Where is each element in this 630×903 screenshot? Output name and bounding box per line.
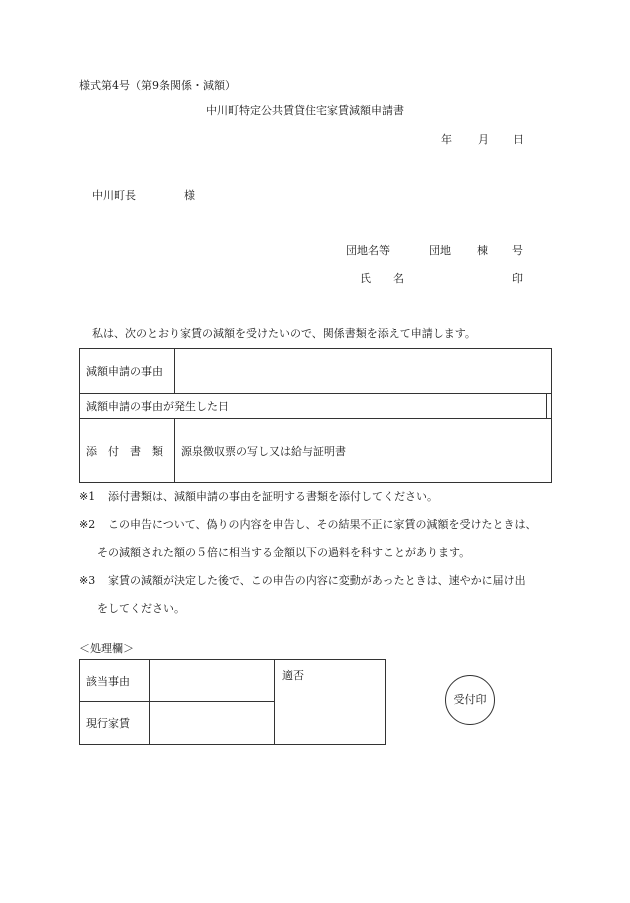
current-rent-field[interactable] xyxy=(150,702,275,745)
approval-cell[interactable] xyxy=(275,660,386,745)
complex-name-label: 団地名等 xyxy=(346,244,390,257)
date-month: 月 xyxy=(478,133,489,146)
attachments-value: 源泉徴収票の写し又は給与証明書 xyxy=(175,419,552,483)
current-rent-label: 現行家賃 xyxy=(80,702,150,745)
note-3-text: 家賃の減額が決定した後で、この申告の内容に変動があったときは、速やかに届け出 xyxy=(108,574,526,587)
processing-table xyxy=(79,659,386,745)
complex-suffix: 団地 xyxy=(429,244,451,257)
applicable-reason-label: 該当事由 xyxy=(80,660,150,702)
addressee-honorific: 様 xyxy=(184,189,195,202)
attachments-label: 添 付 書 類 xyxy=(80,419,175,483)
note-3-continued: をしてください。 xyxy=(97,602,185,615)
date-year: 年 xyxy=(441,133,452,146)
date-day: 日 xyxy=(513,133,524,146)
occurred-date-field[interactable] xyxy=(546,394,551,419)
note-2-text: この申告について、偽りの内容を申告し、その結果不正に家賃の減額を受けたときは、 xyxy=(108,518,537,531)
number-suffix: 号 xyxy=(512,244,523,257)
note-2-continued: その減額された額の５倍に相当する金額以下の過料を科すことがあります。 xyxy=(97,546,471,559)
note-1-text: 添付書類は、減額申請の事由を証明する書類を添付してください。 xyxy=(108,490,438,503)
reason-label: 減額申請の事由 xyxy=(80,349,175,394)
application-table xyxy=(79,348,552,483)
occurred-date-label: 減額申請の事由が発生した日 xyxy=(80,394,547,419)
building-suffix: 棟 xyxy=(477,244,488,257)
note-3-mark: ※3 xyxy=(79,574,96,587)
note-2-mark: ※2 xyxy=(79,518,96,531)
reception-stamp-circle xyxy=(445,675,495,725)
processing-heading: ＜処理欄＞ xyxy=(79,642,134,655)
reception-stamp-label: 受付印 xyxy=(453,693,487,706)
seal-label: 印 xyxy=(512,272,523,285)
addressee-name: 中川町長 xyxy=(92,189,136,202)
note-1-mark: ※1 xyxy=(79,490,96,503)
form-number: 様式第4号（第9条関係・減額） xyxy=(79,79,236,92)
document-title: 中川町特定公共賃貸住宅家賃減額申請書 xyxy=(206,104,404,117)
reason-field[interactable] xyxy=(175,349,552,394)
applicable-reason-field[interactable] xyxy=(150,660,275,702)
applicant-name-label: 氏 名 xyxy=(360,272,404,285)
intro-statement: 私は、次のとおり家賃の減額を受けたいので、関係書類を添えて申請します。 xyxy=(92,327,476,340)
approval-label: 適否 xyxy=(282,669,304,682)
